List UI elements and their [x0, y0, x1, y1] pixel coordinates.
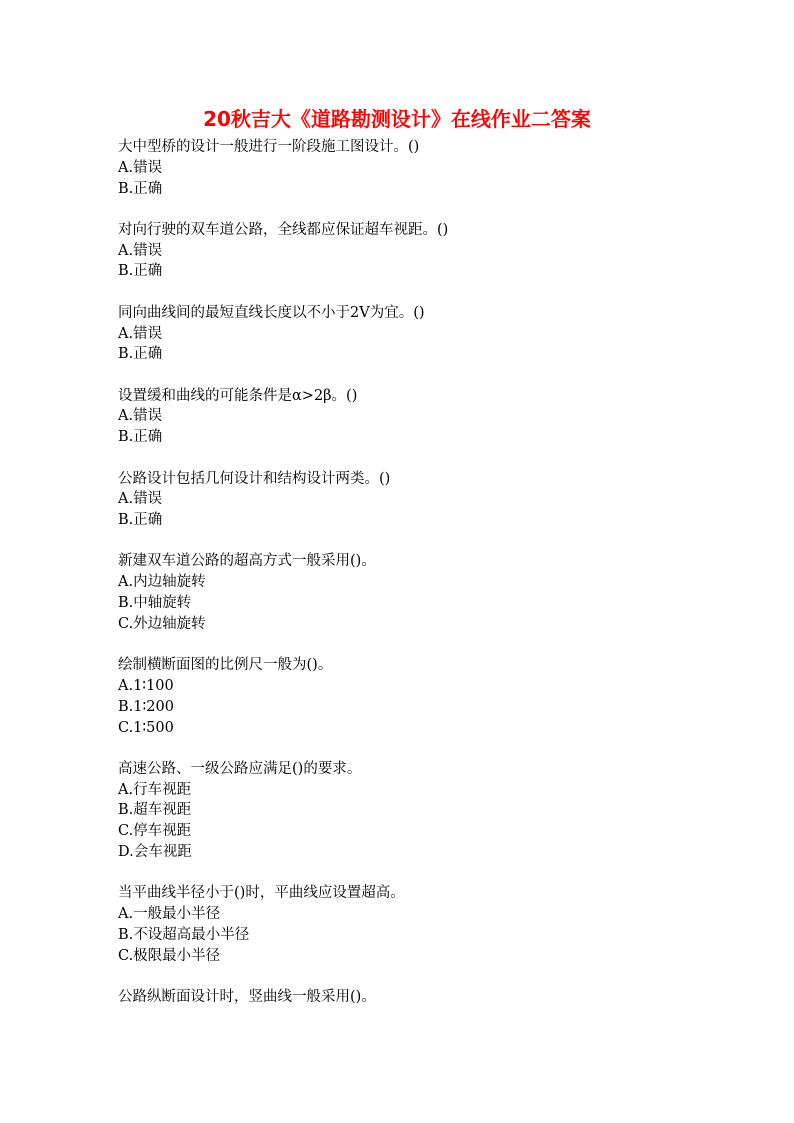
question-item	[118, 469, 718, 531]
answer-option: C.1∶500	[118, 719, 174, 736]
question-item	[118, 759, 718, 863]
answer-option: B.正确	[118, 263, 163, 280]
answer-option: A.1∶100	[118, 677, 174, 694]
question-item	[118, 883, 718, 966]
answer-option: B.超车视距	[118, 802, 192, 819]
question-text: 公路纵断面设计时，竖曲线一般采用()。	[118, 989, 376, 1005]
answer-option: A.行车视距	[118, 781, 192, 798]
answer-option: A.错误	[118, 159, 163, 176]
question-item	[118, 220, 718, 282]
answer-option: B.正确	[118, 346, 163, 363]
question-text: 新建双车道公路的超高方式一般采用()。	[118, 553, 376, 570]
question-text: 同向曲线间的最短直线长度以不小于2V为宜。()	[118, 304, 425, 321]
answer-option: A.错误	[118, 491, 163, 508]
question-list	[118, 137, 718, 1028]
question-text: 大中型桥的设计一般进行一阶段施工图设计。()	[118, 139, 420, 155]
question-text: 对向行驶的双车道公路，全线都应保证超车视距。()	[118, 221, 449, 238]
answer-option: B.中轴旋转	[118, 595, 192, 612]
answer-option: A.内边轴旋转	[118, 574, 206, 591]
answer-option: B.正确	[118, 180, 163, 197]
answer-option: A.错误	[118, 242, 163, 259]
answer-option: B.正确	[118, 429, 163, 446]
question-item	[118, 551, 718, 634]
answer-option: C.停车视距	[118, 823, 192, 840]
question-text: 高速公路、一级公路应满足()的要求。	[118, 760, 362, 777]
question-item	[118, 655, 718, 738]
question-text: 绘制横断面图的比例尺一般为()。	[118, 657, 333, 674]
answer-option: C.外边轴旋转	[118, 615, 206, 632]
question-item	[118, 987, 718, 1008]
question-item	[118, 303, 718, 365]
question-text: 设置缓和曲线的可能条件是α>2β。()	[118, 387, 358, 404]
question-item	[118, 386, 718, 448]
answer-option: A.错误	[118, 325, 163, 342]
answer-option: B.正确	[118, 512, 163, 529]
document-title: 20秋吉大《道路勘测设计》在线作业二答案	[203, 107, 591, 131]
answer-option: B.1∶200	[118, 698, 174, 715]
answer-option: D.会车视距	[118, 844, 192, 861]
answer-option: A.错误	[118, 408, 163, 425]
answer-option: B.不设超高最小半径	[118, 926, 250, 943]
question-text: 公路设计包括几何设计和结构设计两类。()	[118, 470, 391, 487]
question-text: 当平曲线半径小于()时，平曲线应设置超高。	[118, 885, 405, 902]
answer-option: C.极限最小半径	[118, 947, 221, 964]
question-item	[118, 137, 718, 199]
answer-option: A.一般最小半径	[118, 906, 221, 923]
